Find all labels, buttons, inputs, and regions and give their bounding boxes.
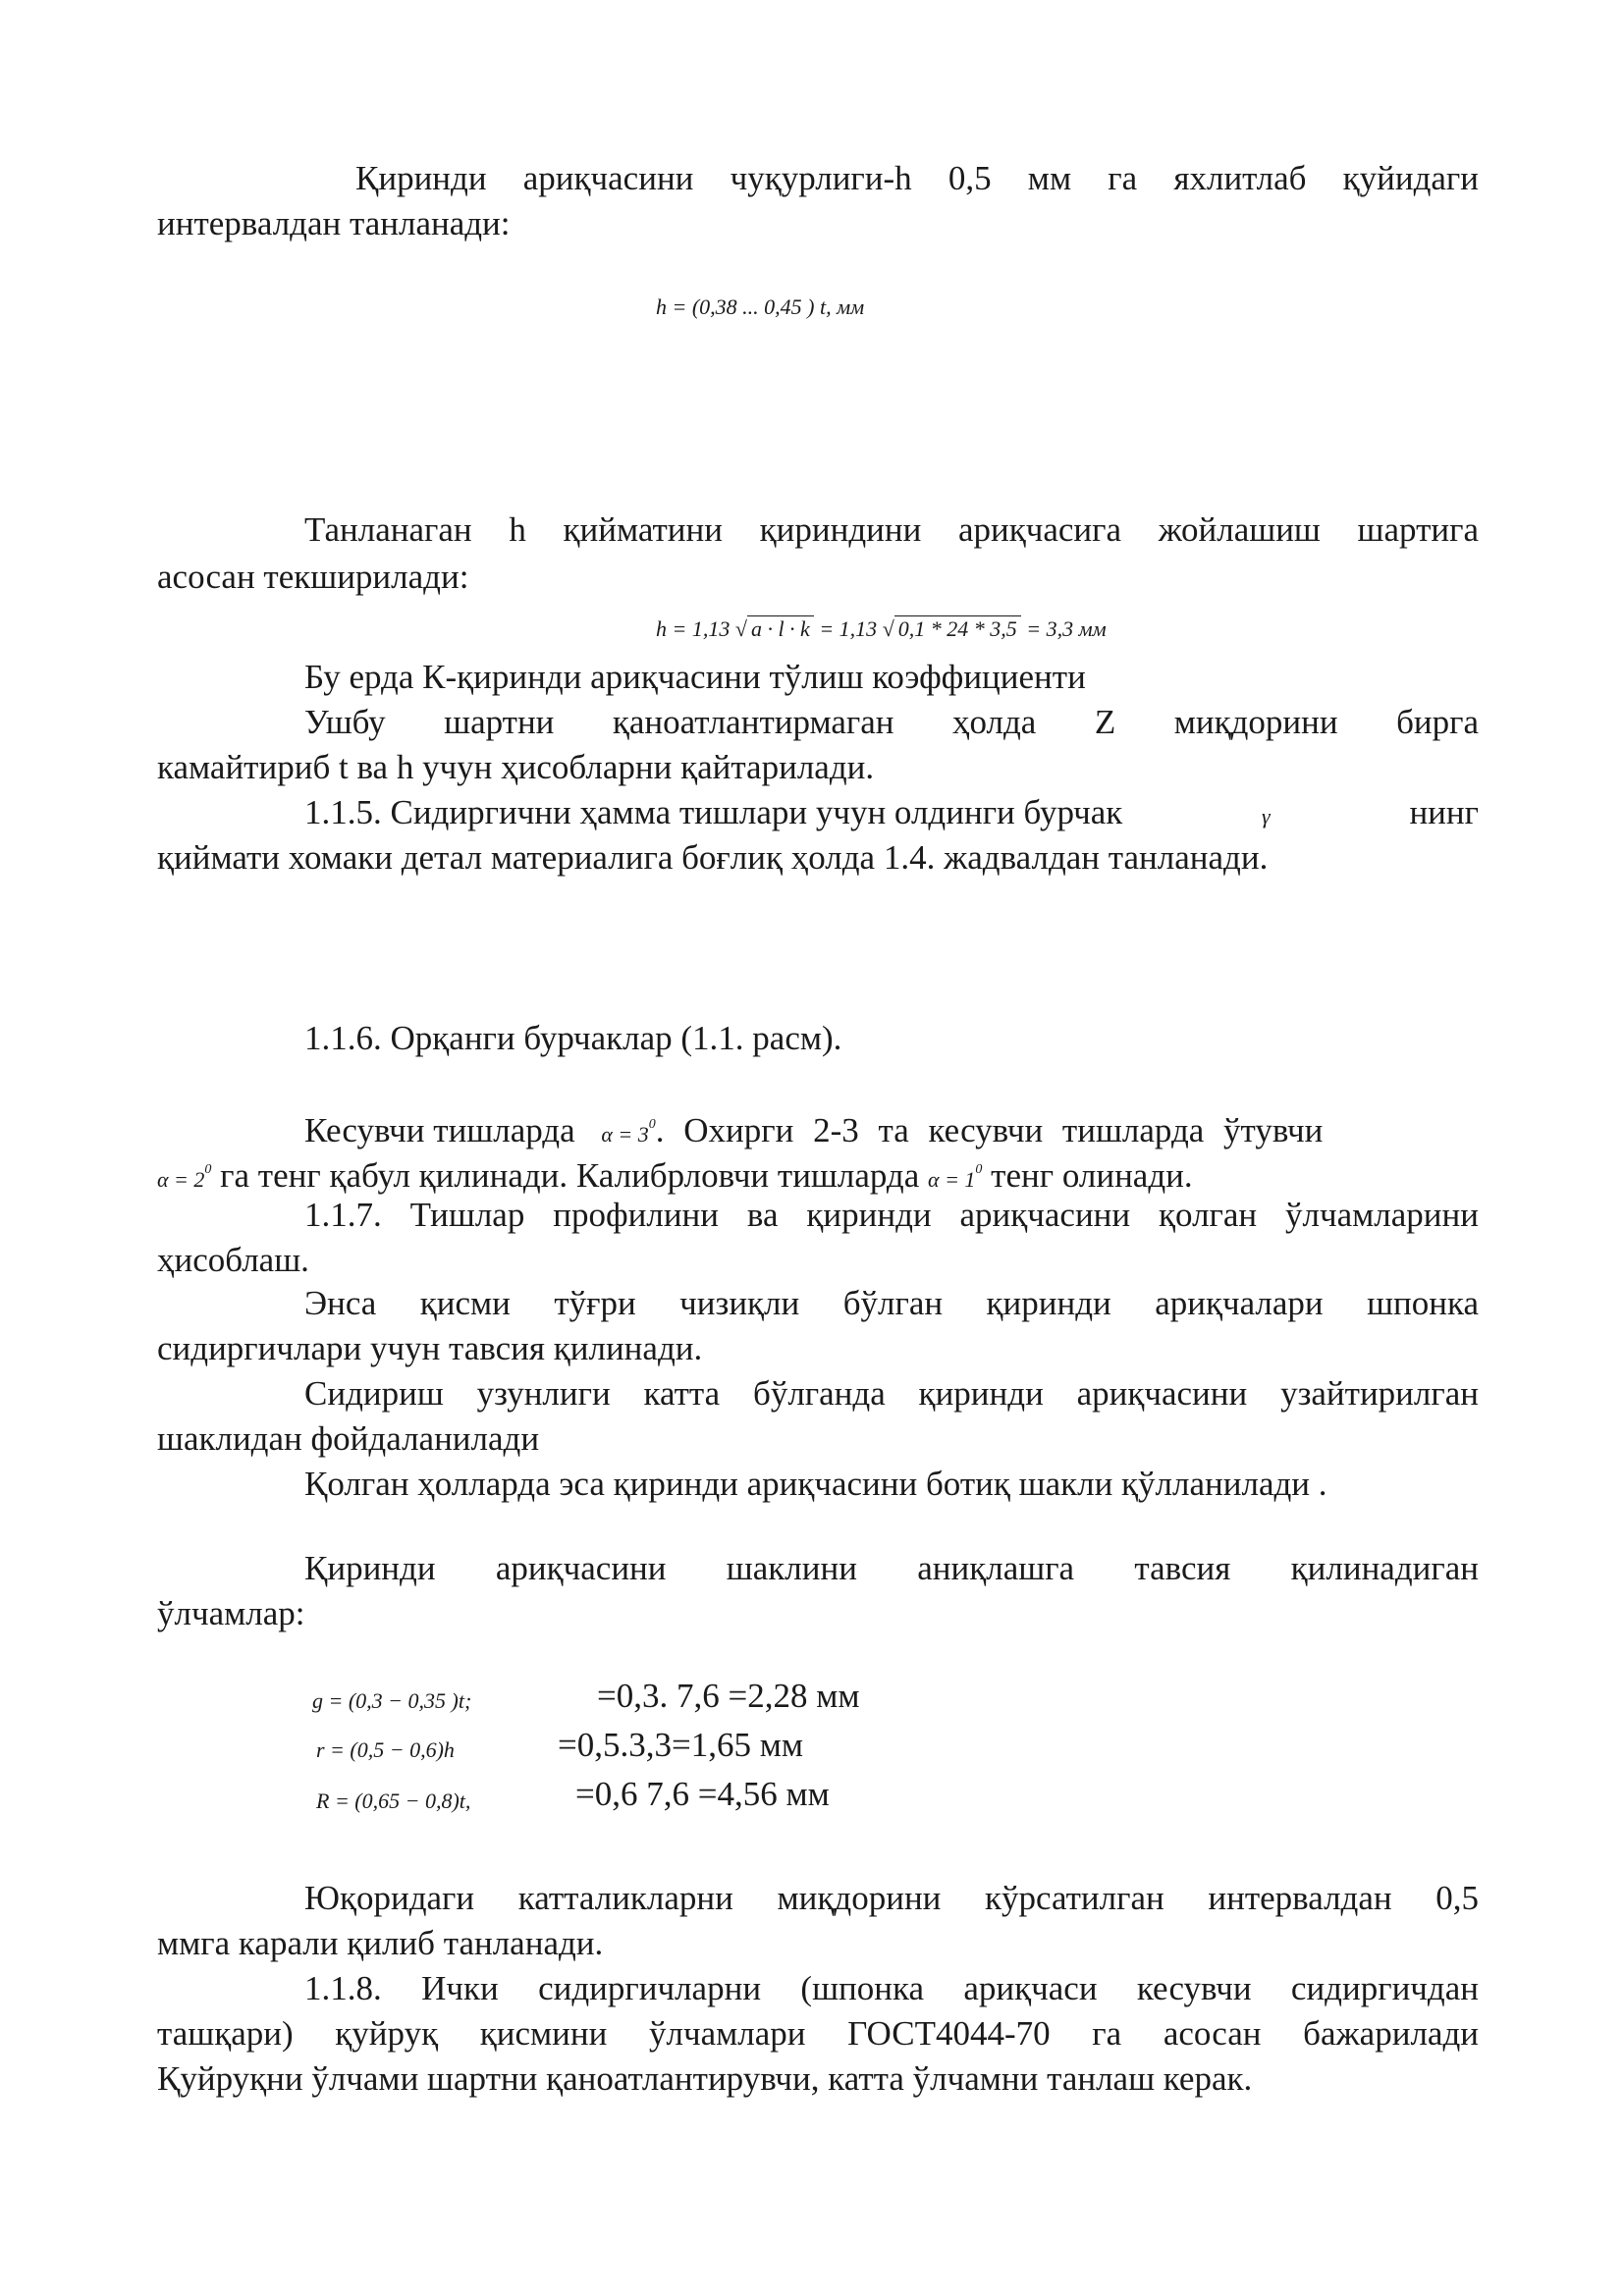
para-line: асосан текширилади:: [157, 558, 469, 596]
para-line: ммга карали қилиб танланади.: [157, 1924, 604, 1962]
para-line: камайтириб t ва h учун ҳисобларни қайтарилади.: [157, 748, 875, 786]
para-line: Қуйруқни ўлчами шартни қаноатлантирувчи, катта ўлчамни танлаш керак.: [157, 2059, 1253, 2098]
alpha-expr: [157, 1162, 212, 1192]
para-text: Кесувчи тишларда: [304, 1111, 575, 1149]
alpha-value: α = 1: [928, 1167, 976, 1192]
para-line: Энса қисми тўғри чизиқли бўлган қиринди ариқчалари шпонка: [304, 1284, 1479, 1322]
degree-sup: 0: [648, 1117, 656, 1132]
alpha-value: α = 2: [157, 1167, 205, 1192]
gamma-symbol: γ: [1262, 804, 1271, 828]
para-line: [304, 791, 1479, 838]
alpha-expr: [928, 1162, 983, 1192]
para-line: 1.1.7. Тишлар профилини ва қиринди ариқчасини қолган ўлчамларини: [304, 1196, 1479, 1234]
para-line: ўлчамлар:: [157, 1594, 305, 1632]
para-line: ташқари) қуйруқ қисмини ўлчамлари ГОСТ4044-70 га асосан бажарилади: [157, 2014, 1479, 2053]
para-line: Қиринди ариқчасини шаклини аниқлашга тавсия қилинадиган: [304, 1549, 1479, 1587]
alpha-expr: [601, 1117, 656, 1147]
degree-sup: 0: [975, 1162, 983, 1177]
para-line: Ушбу шартни қаноатлантирмаган ҳолда Z миқдорини бирга: [304, 703, 1479, 741]
para-line: сидиргичлари учун тавсия қилинади.: [157, 1329, 703, 1367]
para-line: Бу ерда К-қиринди ариқчасини тўлиш коэффициенти: [304, 658, 1086, 696]
formula-radicand: 0,1 * 24 * 3,5: [894, 615, 1021, 641]
para-line: Юқоридаги катталикларни миқдорини кўрсатилган интервалдан 0,5: [304, 1879, 1479, 1917]
formula-g: g = (0,3 − 0,35 )t;: [312, 1688, 472, 1713]
formula-h-interval: h = (0,38 ... 0,45 ) t, мм: [656, 294, 865, 319]
degree-sup: 0: [204, 1162, 212, 1177]
para-text: . Охирги 2-3 та кесувчи тишларда ўтувчи: [655, 1111, 1324, 1149]
calc-R: =0,6 7,6 =4,56 мм: [575, 1775, 830, 1813]
formula-h-check: h = 1,13 √ a · l · k = 1,13 √ 0,1 * 24 * 3,5 = 3,3 мм: [656, 616, 1107, 641]
formula-r: r = (0,5 − 0,6)h: [316, 1737, 455, 1762]
para-line: интервалдан танланади:: [157, 204, 511, 242]
formula-radicand: a · l · k: [747, 615, 814, 641]
para-text: 1.1.5. Сидиргични ҳамма тишлари учун олдинги бурчак: [304, 793, 1123, 831]
formula-part: h = 1,13: [656, 616, 731, 641]
formula-R: R = (0,65 − 0,8)t,: [316, 1789, 471, 1813]
section-heading: 1.1.6. Орқанги бурчаклар (1.1. расм).: [304, 1019, 842, 1057]
calc-g: =0,3. 7,6 =2,28 мм: [597, 1677, 860, 1715]
para-line: Танланаган h қийматини қириндини ариқчасига жойлашиш шартига: [304, 510, 1479, 549]
para-line: 1.1.8. Ички сидиргичларни (шпонка ариқчаси кесувчи сидиргичдан: [304, 1969, 1479, 2007]
calc-r: =0,5.3,3=1,65 мм: [558, 1726, 804, 1764]
para-line: ҳисоблаш.: [157, 1241, 309, 1279]
para-line: қиймати хомаки детал материалига боғлиқ ҳолда 1.4. жадвалдан танланади.: [157, 838, 1269, 877]
para-text: тенг олинади.: [991, 1156, 1193, 1195]
para-line: Сидириш узунлиги катта бўлганда қиринди ариқчасини узайтирилган: [304, 1374, 1479, 1413]
para-text: га тенг қабул қилинади. Калибрловчи тишларда: [220, 1156, 920, 1195]
formula-part: = 3,3 мм: [1026, 616, 1107, 641]
formula-part: = 1,13: [819, 616, 878, 641]
para-line: Қолган ҳолларда эса қиринди ариқчасини ботиқ шакли қўлланилади .: [304, 1465, 1327, 1503]
para-line: шаклидан фойдаланилади: [157, 1419, 540, 1458]
para-text: нинг: [1409, 793, 1479, 831]
para-line: Қиринди ариқчасини чуқурлиги-h 0,5 мм га яхлитлаб қуйидаги: [355, 159, 1479, 197]
alpha-value: α = 3: [601, 1122, 649, 1147]
